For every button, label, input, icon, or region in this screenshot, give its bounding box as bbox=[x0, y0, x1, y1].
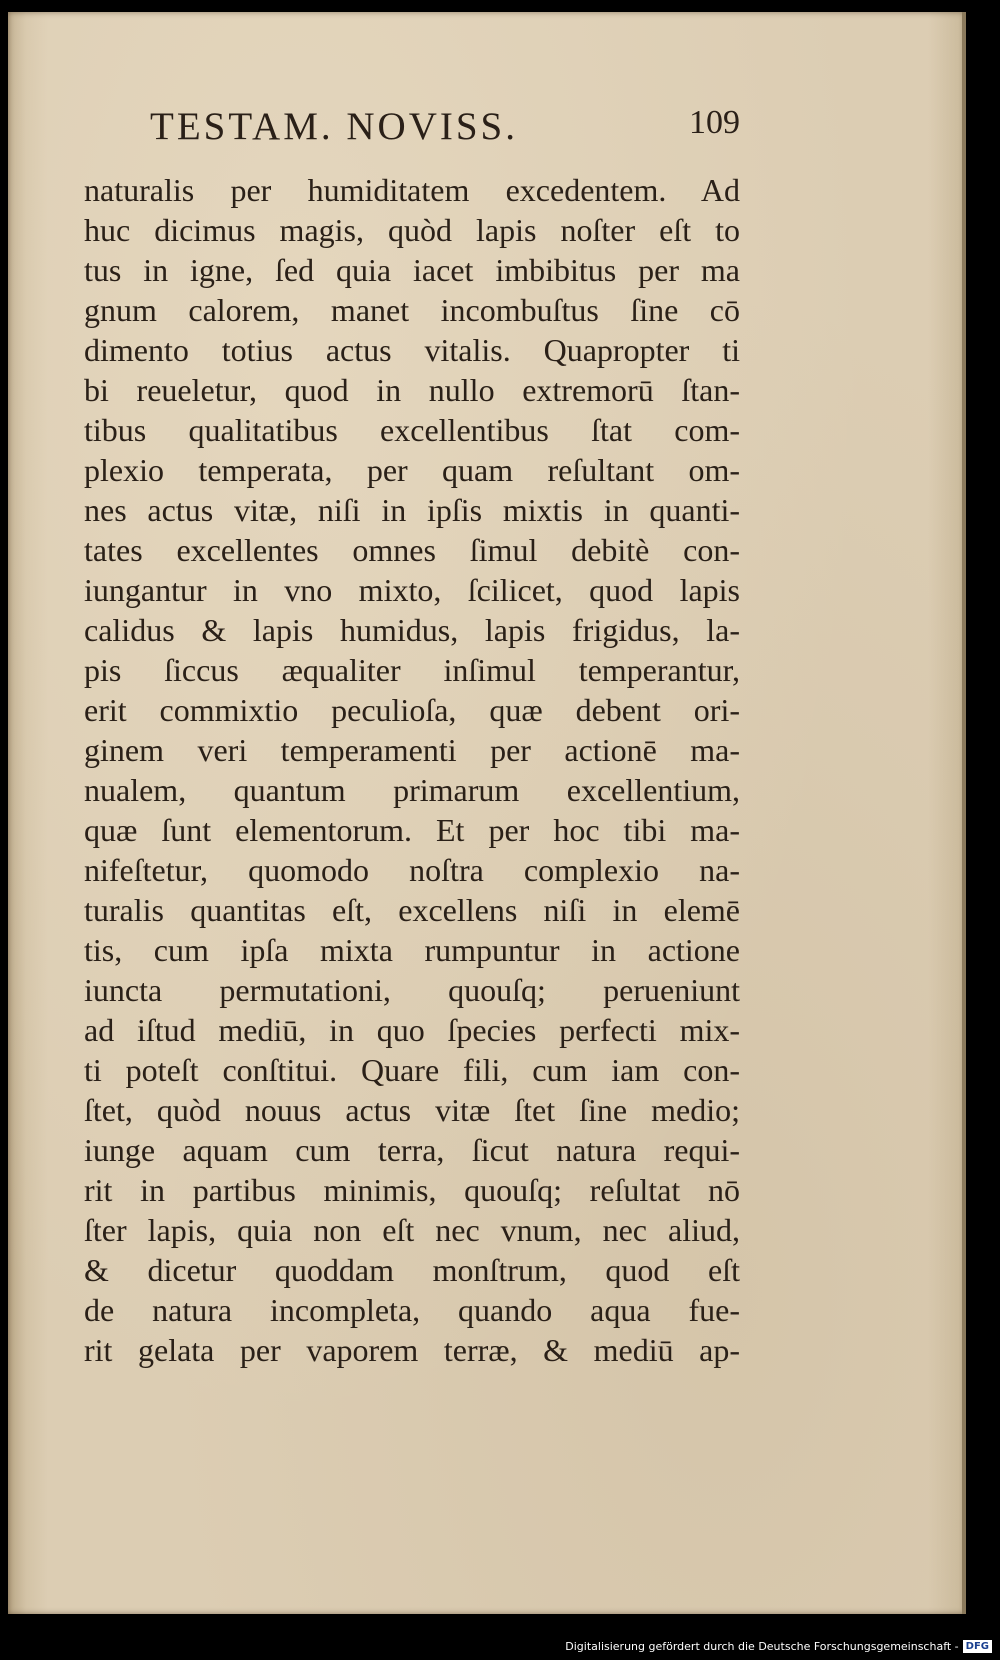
text-line: iuncta permutationi, quouſq; perueniunt bbox=[84, 972, 740, 1008]
text-line: huc dicimus magis, quòd lapis noſter eſt to bbox=[84, 212, 740, 248]
dfg-logo: DFG bbox=[963, 1640, 992, 1653]
text-line: nes actus vitæ, niſi in ipſis mixtis in quanti- bbox=[84, 492, 740, 528]
running-head bbox=[150, 104, 740, 160]
text-line: gnum calorem, manet incombuſtus ſine cō bbox=[84, 292, 740, 328]
text-line: ginem veri temperamenti per actionē ma- bbox=[84, 732, 740, 768]
text-line: nifeſtetur, quomodo noſtra complexio na- bbox=[84, 852, 740, 888]
text-line: calidus & lapis humidus, lapis frigidus, la- bbox=[84, 612, 740, 648]
text-line: tis, cum ipſa mixta rumpuntur in actione bbox=[84, 932, 740, 968]
text-line: rit gelata per vaporem terræ, & mediū ap- bbox=[84, 1332, 740, 1368]
text-line: iungantur in vno mixto, ſcilicet, quod lapis bbox=[84, 572, 740, 608]
text-line: de natura incompleta, quando aqua fue- bbox=[84, 1292, 740, 1328]
text-line: ſter lapis, quia non eſt nec vnum, nec aliud, bbox=[84, 1212, 740, 1248]
digitization-credit bbox=[565, 1636, 992, 1656]
text-line: tus in igne, ſed quia iacet imbibitus per ma bbox=[84, 252, 740, 288]
text-line: plexio temperata, per quam reſultant om- bbox=[84, 452, 740, 488]
text-line: tibus qualitatibus excellentibus ſtat com- bbox=[84, 412, 740, 448]
credit-text: Digitalisierung gefördert durch die Deutsche Forschungsgemeinschaft - bbox=[565, 1639, 959, 1653]
text-line: pis ſiccus æqualiter inſimul temperantur, bbox=[84, 652, 740, 688]
text-line: erit commixtio peculioſa, quæ debent ori- bbox=[84, 692, 740, 728]
text-line: turalis quantitas eſt, excellens niſi in elemē bbox=[84, 892, 740, 928]
body-text bbox=[84, 170, 740, 1370]
text-line: rit in partibus minimis, quouſq; reſultat nō bbox=[84, 1172, 740, 1208]
text-line: ad iſtud mediū, in quo ſpecies perfecti mix- bbox=[84, 1012, 740, 1048]
text-line: iunge aquam cum terra, ſicut natura requi- bbox=[84, 1132, 740, 1168]
text-line: quæ ſunt elementorum. Et per hoc tibi ma- bbox=[84, 812, 740, 848]
text-line: bi reueletur, quod in nullo extremorū ſtan- bbox=[84, 372, 740, 408]
page-edge bbox=[962, 12, 966, 1614]
text-line: naturalis per humiditatem excedentem. Ad bbox=[84, 172, 740, 208]
page-number: 109 bbox=[689, 104, 740, 141]
text-line: ti poteſt conſtitui. Quare fili, cum iam con- bbox=[84, 1052, 740, 1088]
text-line: & dicetur quoddam monſtrum, quod eſt bbox=[84, 1252, 740, 1288]
text-line: ſtet, quòd nouus actus vitæ ſtet ſine medio; bbox=[84, 1092, 740, 1128]
running-title: TESTAM. NOVISS. bbox=[150, 105, 518, 148]
text-line: nualem, quantum primarum excellentium, bbox=[84, 772, 740, 808]
text-line: tates excellentes omnes ſimul debitè con- bbox=[84, 532, 740, 568]
book-page bbox=[8, 12, 966, 1614]
text-line: dimento totius actus vitalis. Quapropter ti bbox=[84, 332, 740, 368]
